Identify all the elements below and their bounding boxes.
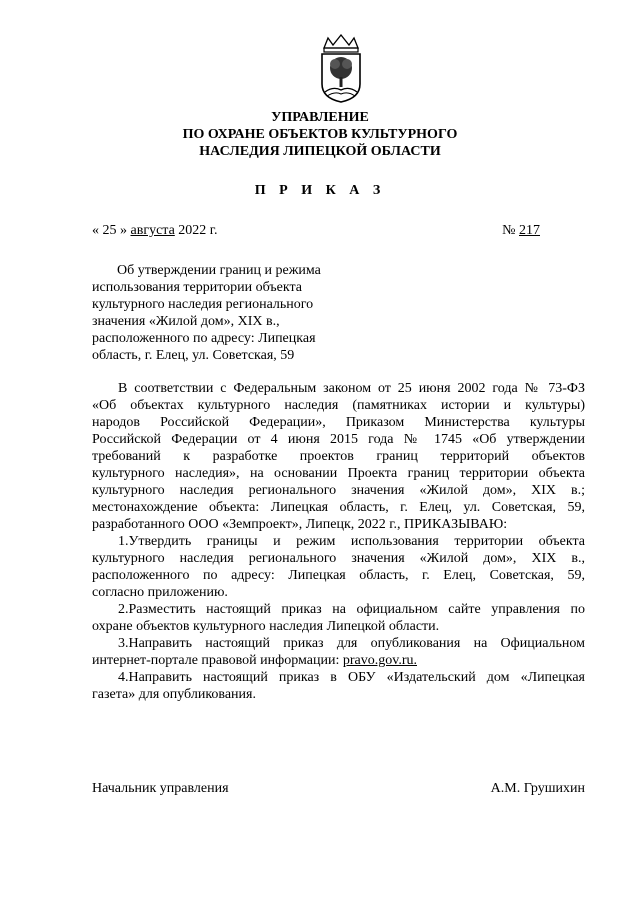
date-day: 25 xyxy=(102,223,117,238)
document-date xyxy=(92,222,217,239)
body-line: местонахождение объекта: Липецкая область, г. Елец, ул. Советская, 59, xyxy=(92,500,585,515)
subject-line: использования территории объекта xyxy=(92,280,302,295)
document-type-title: П Р И К А З xyxy=(254,183,386,198)
header-line-3: НАСЛЕДИЯ ЛИПЕЦКОЙ ОБЛАСТИ xyxy=(199,144,441,159)
body-line: 3.Направить настоящий приказ для опубликования на Официальном xyxy=(118,636,585,651)
document-header xyxy=(0,109,640,160)
body-line: 2.Разместить настоящий приказ на официальном сайте управления по xyxy=(118,602,585,617)
body-line: культурного наследия», на основании Проекта границ территории объекта xyxy=(92,466,585,481)
coat-of-arms-emblem xyxy=(318,34,364,104)
signatory-name: А.М. Грушихин xyxy=(490,781,585,796)
date-open-quote: « xyxy=(92,223,99,238)
subject-line: культурного наследия регионального xyxy=(92,297,314,312)
body-line: расположенного по адресу: Липецкая область, г. Елец, Советская, 59, xyxy=(92,568,585,583)
body-line: народов Российской Федерации», Приказом Министерства культуры xyxy=(92,415,585,430)
body-line: разработанного ООО «Земпроект», Липецк, 2022 г., ПРИКАЗЫВАЮ: xyxy=(92,517,508,532)
document-body xyxy=(92,380,585,703)
body-line: В соответствии с Федеральным законом от 25 июня 2002 года № 73-ФЗ xyxy=(118,381,585,396)
pravo-gov-link[interactable]: pravo.gov.ru. xyxy=(342,653,417,668)
date-month: августа xyxy=(130,223,175,238)
body-line-text: интернет-портале правовой информации: xyxy=(92,653,343,668)
date-year: 2022 г. xyxy=(178,223,218,238)
header-line-2: ПО ОХРАНЕ ОБЪЕКТОВ КУЛЬТУРНОГО xyxy=(182,127,458,142)
subject-line: значения «Жилой дом», XIX в., xyxy=(92,314,280,329)
subject-line: расположенного по адресу: Липецкая xyxy=(92,331,316,346)
body-line: газета» для опубликования. xyxy=(92,687,256,702)
body-line: 4.Направить настоящий приказ в ОБУ «Издательский дом «Липецкая xyxy=(118,670,585,685)
body-line: культурного наследия регионального значения «Жилой дом», XIX в., xyxy=(92,551,585,566)
header-line-1: УПРАВЛЕНИЕ xyxy=(271,110,369,125)
document-number xyxy=(502,222,540,239)
date-close-quote: » xyxy=(120,223,127,238)
document-subject xyxy=(92,262,342,364)
number-value: 217 xyxy=(519,223,540,238)
body-line: Российской Федерации от 4 июня 2015 года № 1745 «Об утверждении xyxy=(92,432,585,447)
body-line: «Об объектах культурного наследия (памятниках истории и культуры) xyxy=(92,398,585,413)
signatory-position: Начальник управления xyxy=(92,781,229,796)
subject-line: область, г. Елец, ул. Советская, 59 xyxy=(92,348,295,363)
body-line: 1.Утвердить границы и режим использования территории объекта xyxy=(118,534,585,549)
body-line xyxy=(92,652,585,669)
body-line: требований к разработке проектов границ территорий объектов xyxy=(92,449,585,464)
body-line: культурного наследия регионального значения «Жилой дом», XIX в.; xyxy=(92,483,585,498)
body-line: согласно приложению. xyxy=(92,585,228,600)
subject-line: Об утверждении границ и режима xyxy=(117,263,321,278)
body-line: охране объектов культурного наследия Липецкой области. xyxy=(92,619,440,634)
number-label: № xyxy=(502,223,516,238)
